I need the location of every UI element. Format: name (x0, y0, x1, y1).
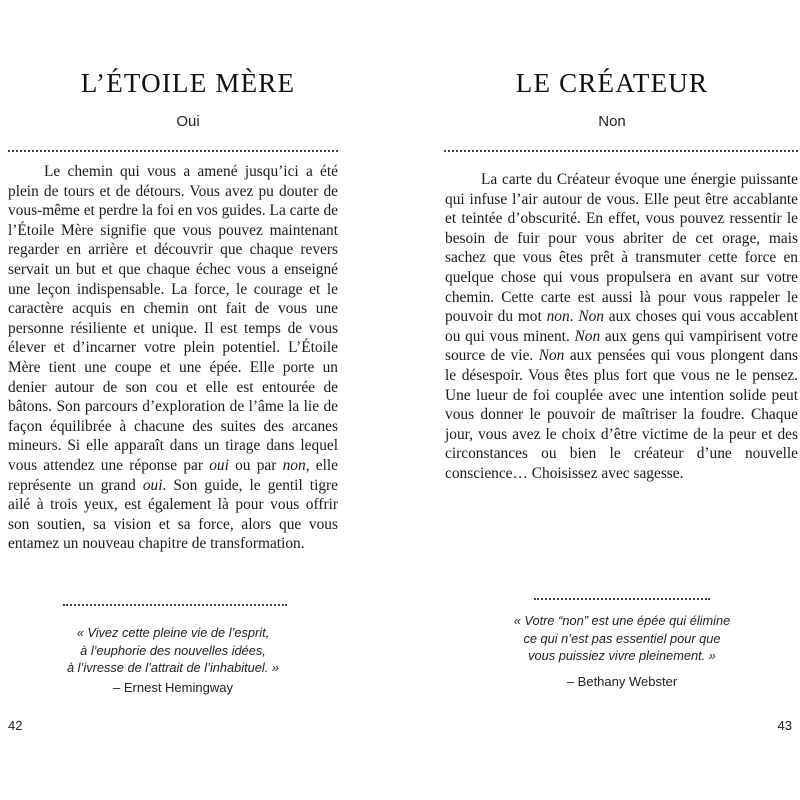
quote-author: – Bethany Webster (566, 674, 678, 689)
emphasis-oui: oui (209, 456, 229, 474)
dotted-divider-bottom (534, 598, 710, 600)
body-text-run: aux choses qui vous accablent ou qui vous minent. (445, 308, 798, 345)
quote-author: – Ernest Hemingway (113, 680, 233, 695)
card-description (445, 170, 798, 484)
card-title-createur: LE CRÉATEUR (515, 68, 709, 98)
emphasis-non: non (546, 308, 570, 326)
quote-line: à l’ivresse de l’attrait de l’inhabituel. » (67, 660, 279, 675)
body-text-run: aux pensées qui vous plongent dans le désespoir. Vous êtes plus fort que vous ne le pensez. Une lueur de foi couplée avec une intention solide peut vous donner le pouvoir de maîtriser la foudre. Chaque jour, vous avez le choix d’être victime de la peur et des circonstances ou bien le créateur d’une nouvelle conscience… Choisissez avec sagesse. (445, 347, 799, 482)
body-text-run: Le chemin qui vous a amené jusqu’ici a été plein de tours et de détours. Vous avez pu douter de vous-même et perdre la foi en vos guides. La carte de l’Étoile Mère signifie que vous pouvez maintenant regarder en arrière et découvrir que chaque revers servait un but et que chaque échec vous a enseigné une leçon indispensable. La force, le courage et le caractère acquis en chemin ont fait de vous une personne résiliente et unique. Il est temps de vous élever et d’incarner votre plein potentiel. L’Étoile Mère tient une coupe et une épée. Elle porte un denier autour de son cou et elle est entourée de bâtons. Son parcours d’exploration de l’âme la lie de façon équilibrée à chacune des suites des arcanes mineurs. Si elle apparaît dans un tirage dans lequel vous attendez une réponse par (8, 163, 338, 474)
emphasis-oui: oui (142, 476, 163, 494)
emphasis-non: non (282, 456, 306, 474)
emphasis-non: Non (538, 347, 565, 365)
emphasis-non: Non (574, 327, 601, 345)
card-answer-non: Non (598, 113, 626, 130)
body-text-run: , elle représente un grand (8, 456, 338, 494)
body-text-run: . Son guide, le gentil tigre ailé à trois yeux, est également là pour vous offrir son soutien, sa vision et sa force, alors que vous entamez un nouveau chapitre de transformation. (8, 476, 338, 553)
card-answer-oui: Oui (176, 113, 200, 130)
dotted-divider-bottom (63, 604, 287, 606)
body-text-run: ou par (228, 456, 283, 474)
quote-line: vous puissiez vivre pleinement. » (528, 648, 716, 663)
card-description-paragraph (8, 162, 338, 554)
card-description-paragraph (445, 170, 798, 484)
right-page (432, 0, 799, 800)
page-number: 42 (8, 718, 23, 733)
dotted-divider-top (8, 150, 338, 152)
body-text-run: La carte du Créateur évoque une énergie puissante qui infuse l’air autour de vous. Elle peut être accablante et teintée d’obscurité. En effet, vous pouvez ressentir le besoin de fuir pour vous abriter de cet orage, mais sachez que vous êtes prêt à transmuter cette force en quelque chose qui vous propulsera en avant sur votre chemin. Cette carte est aussi là pour vous rappeler le pouvoir du mot (445, 171, 798, 326)
body-text-run: aux gens qui vampirisent votre source de vie. (445, 327, 798, 365)
quote-line: ce qui n’est pas essentiel pour que (523, 630, 721, 646)
quote-line: à l’euphorie des nouvelles idées, (80, 642, 266, 658)
quote-line: « Vivez cette pleine vie de l’esprit, (76, 625, 270, 640)
emphasis-non: Non (578, 308, 604, 326)
card-description (8, 162, 338, 554)
page-number: 43 (777, 718, 792, 733)
left-page (8, 0, 368, 800)
epigraph-quote (447, 612, 797, 665)
dotted-divider-top (444, 150, 798, 152)
body-text-run: . (569, 308, 579, 326)
card-title-etoile-mere: L’ÉTOILE MÈRE (80, 68, 296, 98)
quote-line: « Votre “non” est une épée qui élimine (513, 613, 731, 628)
epigraph-quote (8, 624, 338, 677)
